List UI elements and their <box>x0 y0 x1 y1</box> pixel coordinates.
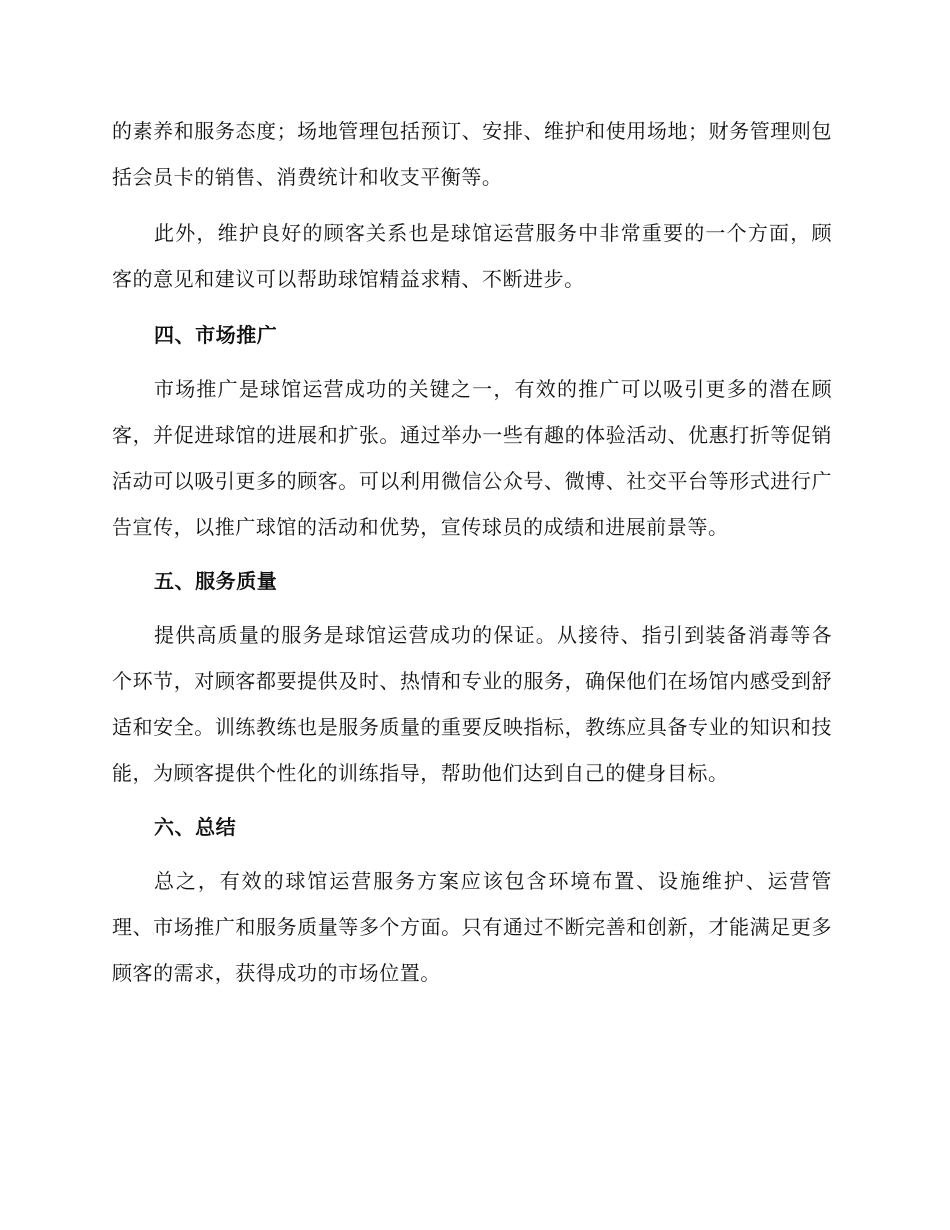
paragraph-market-promotion: 市场推广是球馆运营成功的关键之一，有效的推广可以吸引更多的潜在顾客，并促进球馆的进展和扩张。通过举办一些有趣的体验活动、优惠打折等促销活动可以吸引更多的顾客。可以利用微信公众号、微博、社交平台等形式进行广告宣传，以推广球馆的活动和优势，宣传球员的成绩和进展前景等。 <box>112 377 832 539</box>
paragraph-customer-relations: 此外，维护良好的顾客关系也是球馆运营服务中非常重要的一个方面，顾客的意见和建议可以帮助球馆精益求精、不断进步。 <box>112 221 832 291</box>
document-body <box>112 108 832 996</box>
paragraph-service-quality: 提供高质量的服务是球馆运营成功的保证。从接待、指引到装备消毒等各个环节，对顾客都要提供及时、热情和专业的服务，确保他们在场馆内感受到舒适和安全。训练教练也是服务质量的重要反映指标，教练应具备专业的知识和技能，为顾客提供个性化的训练指导，帮助他们达到自己的健身目标。 <box>112 623 832 785</box>
section-heading-market-promotion: 四、市场推广 <box>154 323 278 347</box>
section-heading-summary: 六、总结 <box>154 815 237 839</box>
paragraph-summary: 总之，有效的球馆运营服务方案应该包含环境布置、设施维护、运营管理、市场推广和服务质量等多个方面。只有通过不断完善和创新，才能满足更多顾客的需求，获得成功的市场位置。 <box>112 869 832 985</box>
paragraph-management-continued: 的素养和服务态度；场地管理包括预订、安排、维护和使用场地；财务管理则包括会员卡的销售、消费统计和收支平衡等。 <box>112 119 832 189</box>
section-heading-service-quality: 五、服务质量 <box>154 569 278 593</box>
